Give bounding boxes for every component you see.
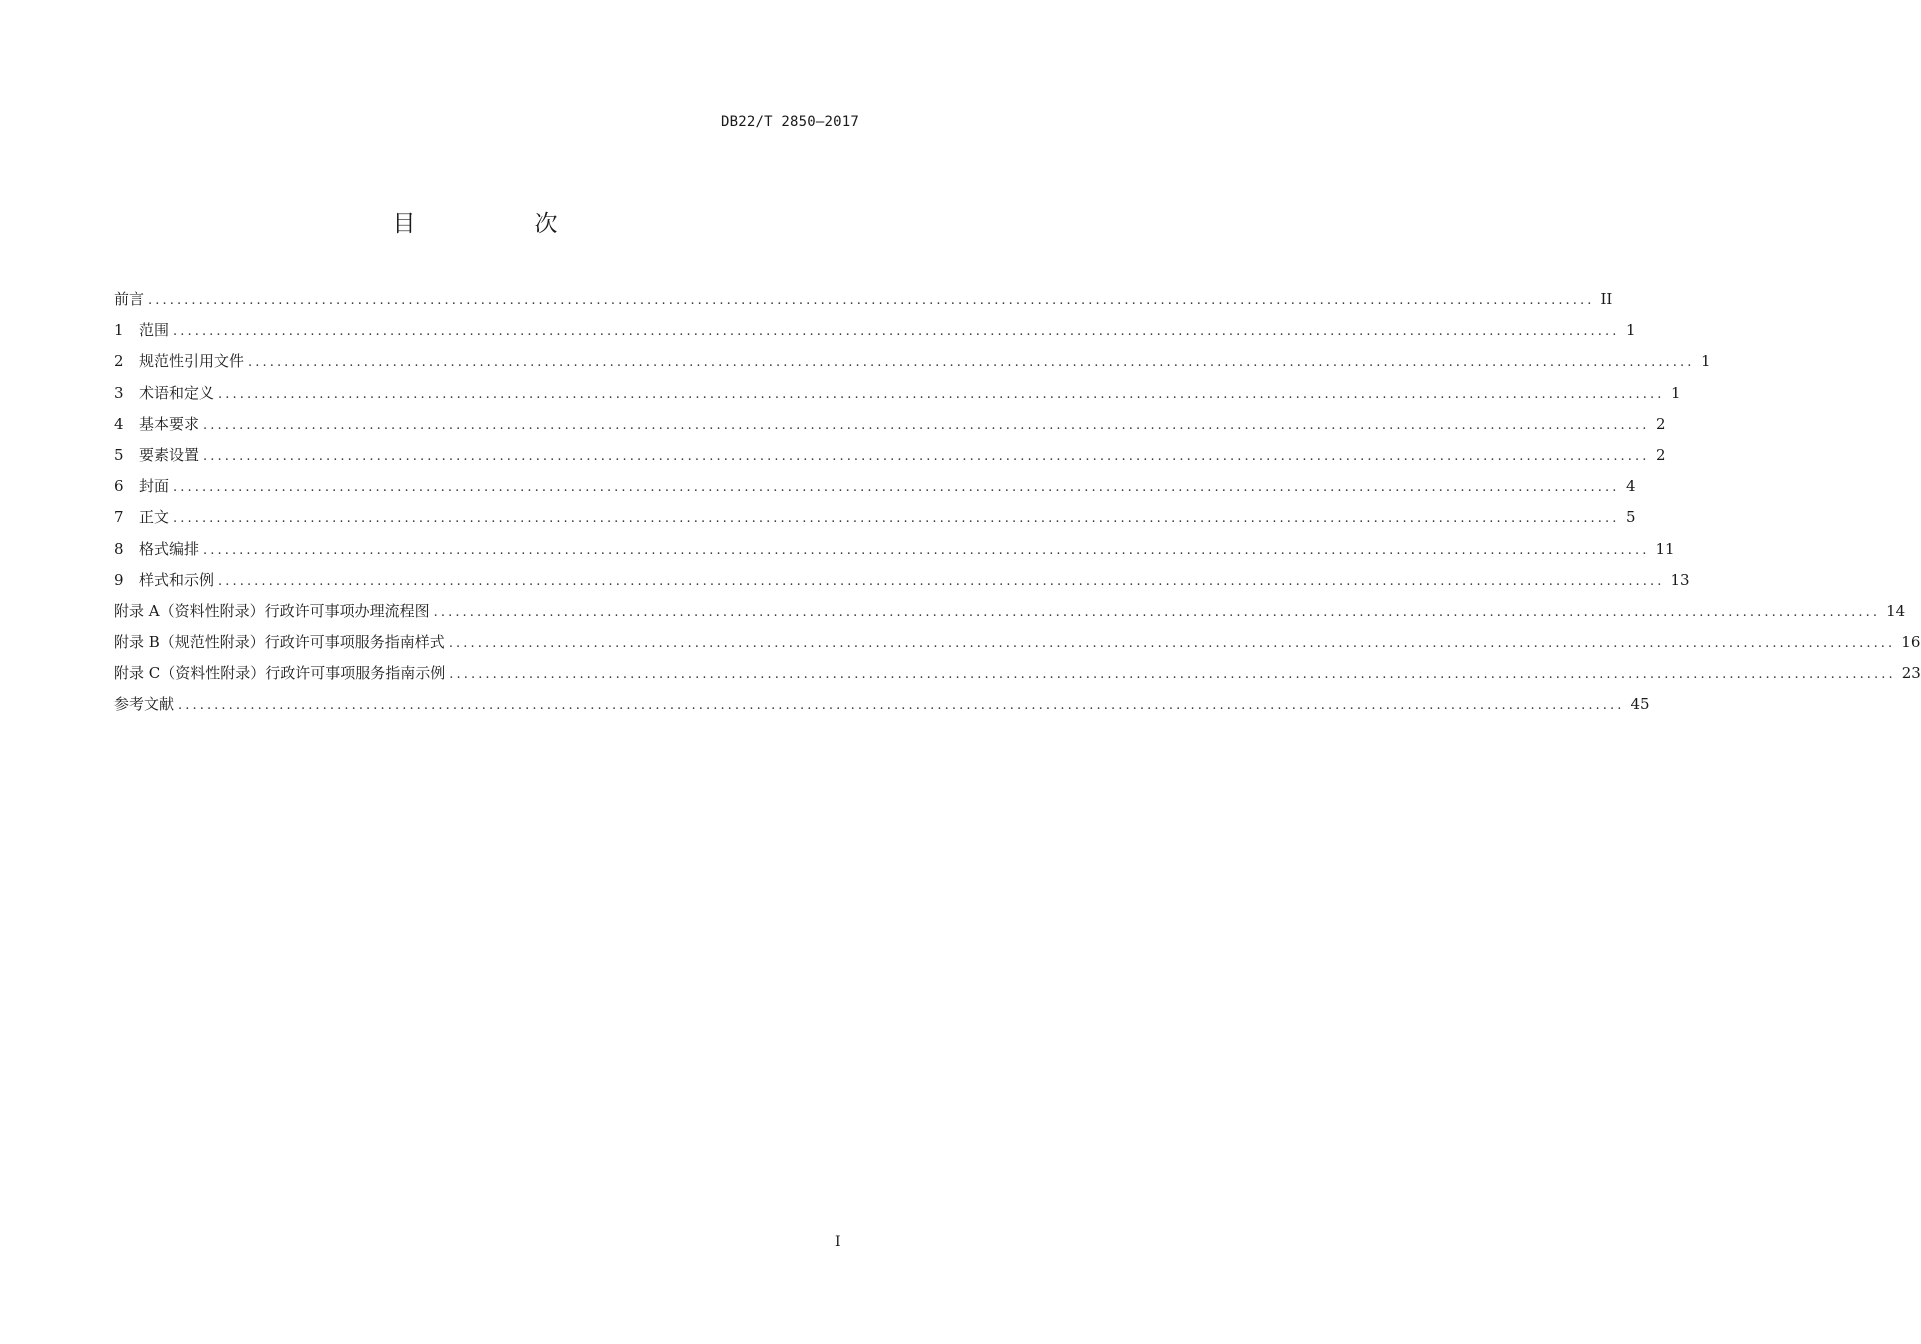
toc-leader-dots: ........................................................................................................................................................................................................ — [433, 604, 1881, 620]
toc-leader-dots: ........................................................................................................................................................................................................ — [173, 480, 1620, 496]
toc-entry-number: 4 — [114, 414, 124, 433]
toc-entry-page: 2 — [1655, 445, 1666, 464]
toc-entry-appendix-b[interactable] — [114, 627, 1921, 658]
toc-entry-number: 9 — [114, 570, 124, 589]
toc-entry-number: 8 — [114, 539, 124, 558]
toc-entry-page: 1 — [1700, 352, 1711, 371]
toc-leader-dots: ........................................................................................................................................................................................................ — [218, 386, 1665, 402]
toc-entry-number: 7 — [114, 508, 124, 527]
toc-entry-7[interactable] — [114, 502, 1636, 533]
toc-entry-references[interactable] — [114, 689, 1650, 720]
toc-entry-label: 规范性引用文件 — [139, 352, 245, 371]
document-code: DB22/T 2850—2017 — [720, 114, 859, 130]
toc-entry-9[interactable] — [114, 565, 1690, 596]
toc-entry-page: 4 — [1625, 477, 1636, 496]
toc-entry-label: 术语和定义 — [139, 383, 215, 402]
toc-leader-dots: ........................................................................................................................................................................................................ — [148, 293, 1595, 308]
toc-entry-label: 行政许可事项办理流程图 — [264, 601, 430, 620]
toc-entry-label: 行政许可事项服务指南样式 — [264, 633, 445, 652]
toc-entry-page: 16 — [1901, 633, 1921, 652]
page-number: I — [835, 1234, 841, 1250]
toc-entry-appendix-a[interactable] — [114, 596, 1906, 627]
toc-entry-label: 封面 — [139, 477, 170, 496]
toc-entry-label: 要素设置 — [139, 445, 200, 464]
toc-entry-label: 基本要求 — [139, 414, 200, 433]
toc-entry-page: 1 — [1670, 383, 1681, 402]
toc-entry-label: 行政许可事项服务指南示例 — [265, 664, 446, 683]
toc-entry-number: 3 — [114, 383, 124, 402]
toc-entry-number: 2 — [114, 352, 124, 371]
toc-entry-page: 5 — [1625, 508, 1636, 527]
toc-entry-5[interactable] — [114, 440, 1666, 471]
toc-entry-label: 正文 — [139, 508, 170, 527]
toc-entry-page: 45 — [1630, 695, 1650, 714]
toc-leader-dots: ........................................................................................................................................................................................................ — [178, 698, 1625, 714]
toc-entry-appendix-prefix: 附录 C（资料性附录） — [114, 664, 266, 683]
toc-entry-3[interactable] — [114, 378, 1681, 409]
toc-entry-label: 参考文献 — [114, 695, 175, 714]
toc-leader-dots: ........................................................................................................................................................................................................ — [203, 448, 1650, 464]
toc-entry-2[interactable] — [114, 346, 1711, 377]
toc-entry-1[interactable] — [114, 315, 1636, 346]
toc-entry-4[interactable] — [114, 409, 1666, 440]
toc-leader-dots: ........................................................................................................................................................................................................ — [203, 542, 1650, 558]
toc-entry-preface[interactable] — [114, 284, 1613, 315]
toc-entry-page: 23 — [1901, 664, 1921, 683]
toc-entry-page: 11 — [1655, 539, 1675, 558]
table-of-contents — [114, 284, 1921, 721]
toc-entry-appendix-c[interactable] — [114, 658, 1921, 689]
toc-leader-dots: ........................................................................................................................................................................................................ — [449, 667, 1896, 683]
toc-leader-dots: ........................................................................................................................................................................................................ — [218, 573, 1665, 589]
toc-entry-label: 样式和示例 — [139, 570, 215, 589]
toc-entry-number: 1 — [114, 321, 124, 340]
toc-leader-dots: ........................................................................................................................................................................................................ — [203, 417, 1650, 433]
toc-entry-label: 前言 — [114, 290, 145, 308]
toc-entry-page: II — [1600, 290, 1613, 308]
toc-leader-dots: ........................................................................................................................................................................................................ — [248, 355, 1695, 371]
toc-entry-6[interactable] — [114, 471, 1636, 502]
toc-entry-number: 5 — [114, 445, 124, 464]
toc-entry-label: 范围 — [139, 321, 170, 340]
toc-entry-appendix-prefix: 附录 A（资料性附录） — [114, 601, 265, 620]
toc-entry-number: 6 — [114, 477, 124, 496]
toc-entry-page: 14 — [1886, 601, 1906, 620]
toc-entry-label: 格式编排 — [139, 539, 200, 558]
toc-leader-dots: ........................................................................................................................................................................................................ — [173, 324, 1620, 340]
toc-entry-page: 1 — [1625, 321, 1636, 340]
toc-leader-dots: ........................................................................................................................................................................................................ — [448, 636, 1896, 652]
toc-entry-8[interactable] — [114, 534, 1675, 565]
toc-title: 目 次 — [392, 211, 606, 237]
toc-leader-dots: ........................................................................................................................................................................................................ — [173, 511, 1620, 527]
toc-entry-page: 13 — [1670, 570, 1690, 589]
toc-entry-page: 2 — [1655, 414, 1666, 433]
toc-entry-appendix-prefix: 附录 B（规范性附录） — [114, 633, 265, 652]
